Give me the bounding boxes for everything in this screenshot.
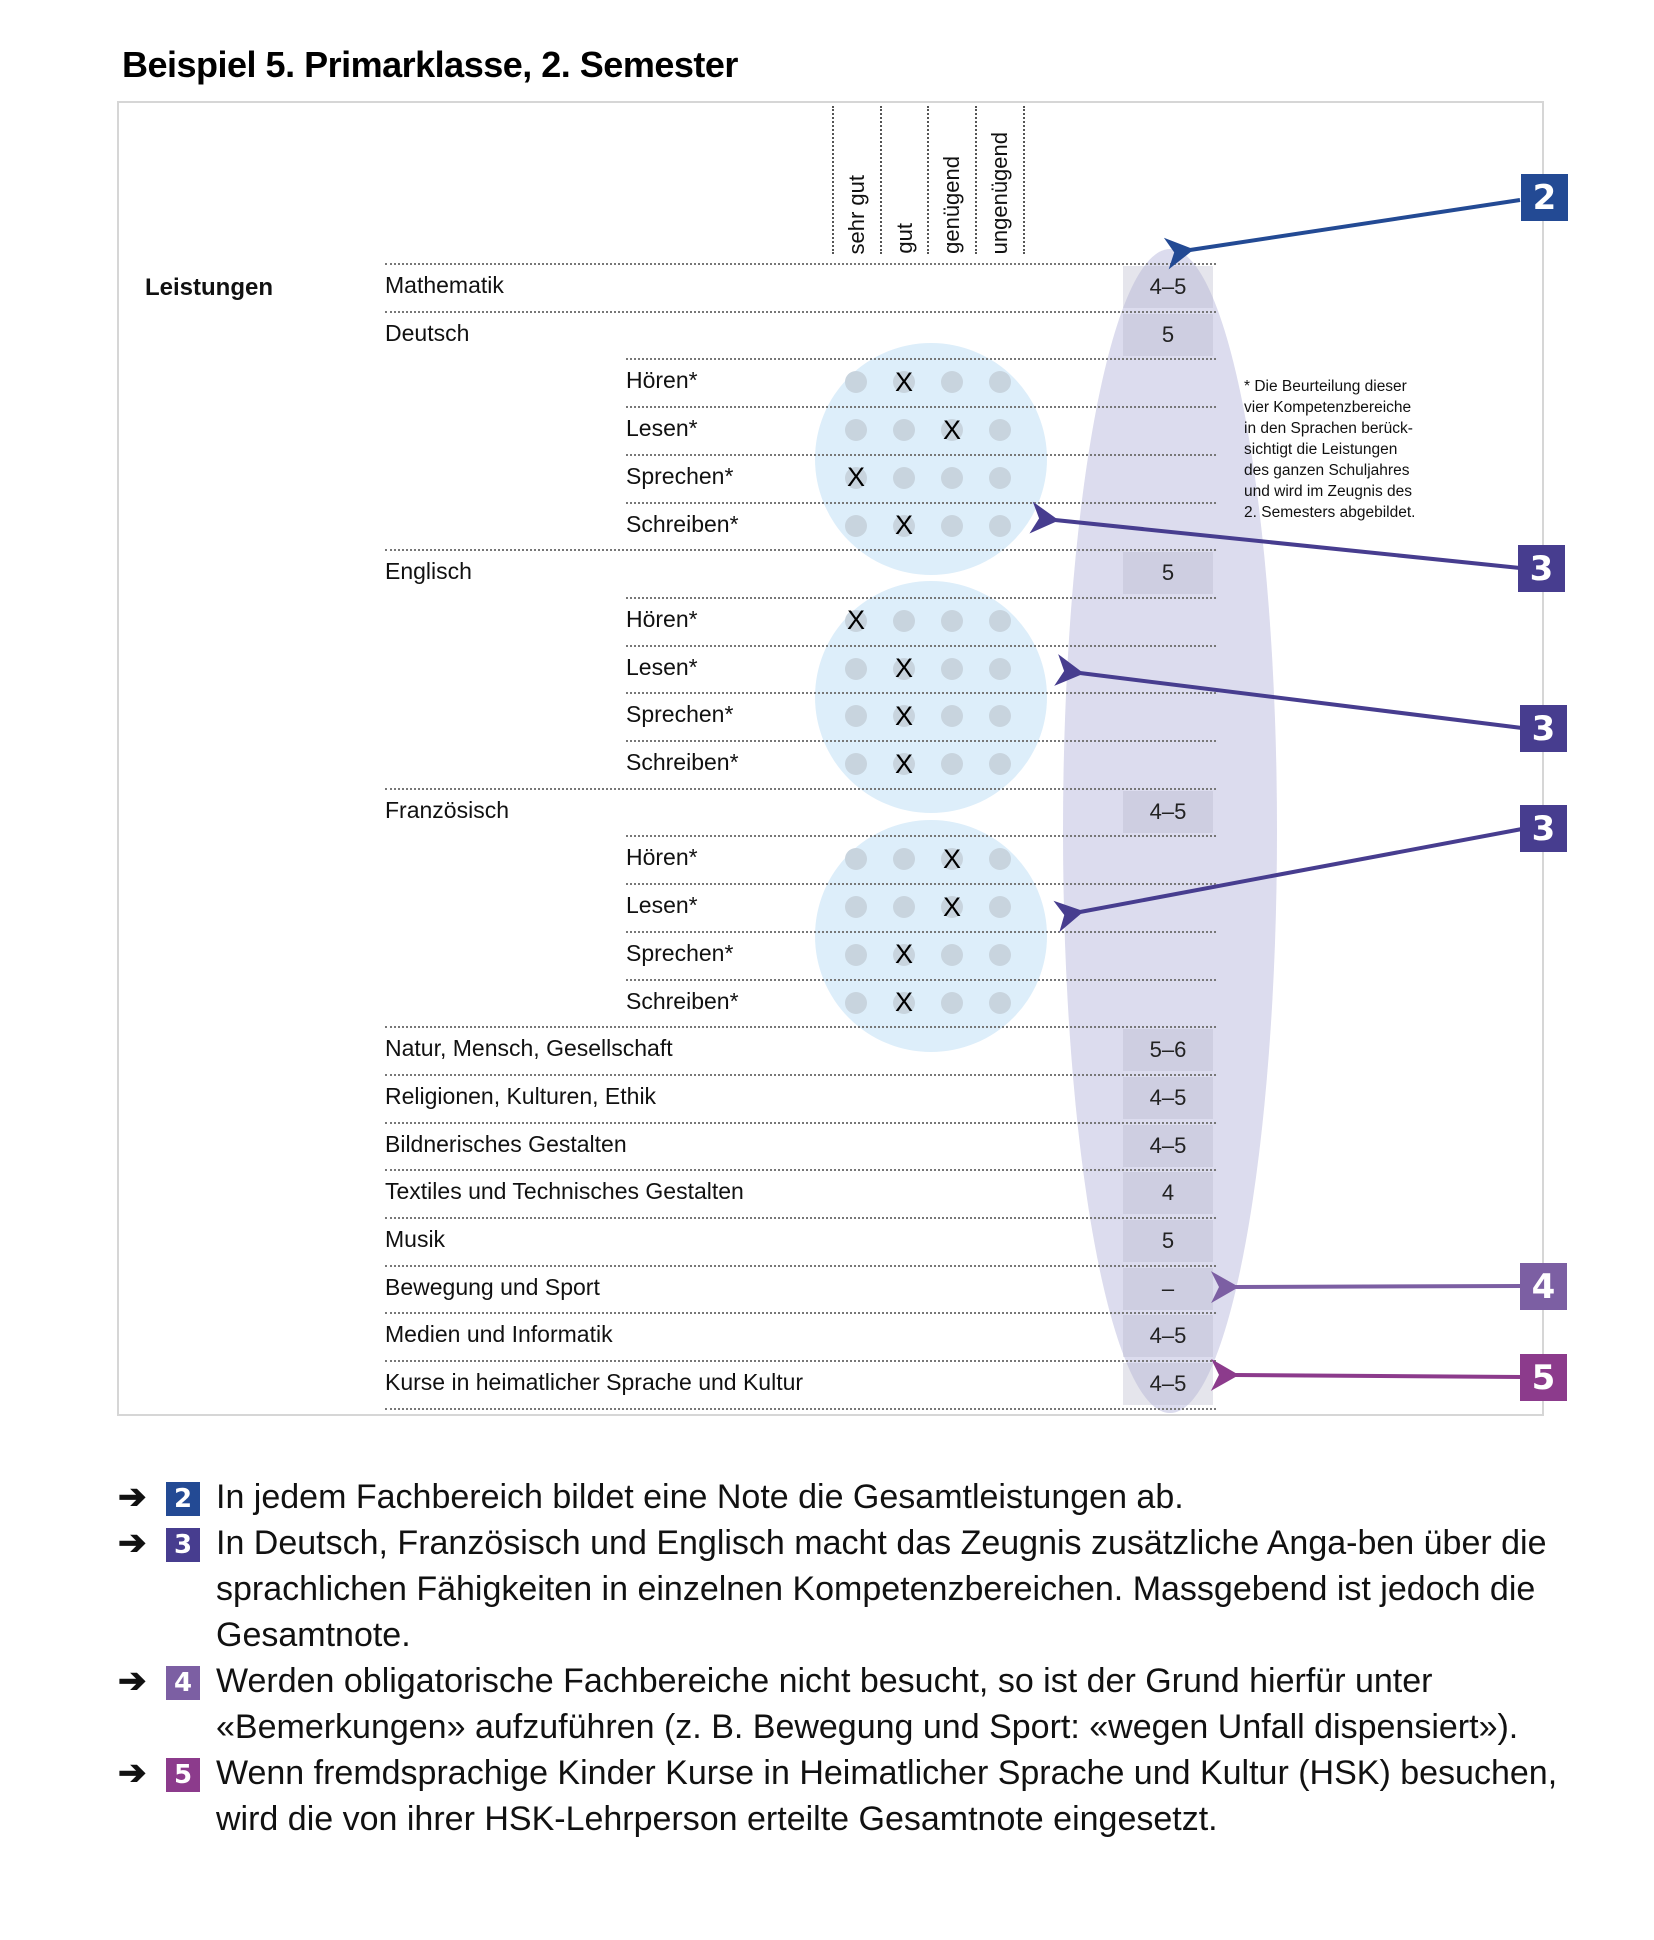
skill-name: Sprechen* bbox=[626, 939, 734, 966]
callout-badge-5: 5 bbox=[1520, 1354, 1567, 1401]
arrow-3-franzoesisch bbox=[1080, 829, 1522, 912]
footnote-line: 2. Semesters abgebildet. bbox=[1244, 504, 1416, 521]
subject-name: Französisch bbox=[385, 796, 509, 823]
legend-text: Wenn fremdsprachige Kinder Kurse in Heimatlicher Sprache und Kultur (HSK) besuchen, wird die von ihrer HSK-Lehrperson erteilte Gesamtnote eingesetzt. bbox=[216, 1754, 1558, 1838]
footnote-line: sichtigt die Leistungen bbox=[1244, 441, 1398, 458]
legend-text: Werden obligatorische Fachbereiche nicht besucht, so ist der Grund hierfür unter «Bemerkungen» aufzuführen (z. B. Bewegung und Sport: «wegen Unfall dispensiert»). bbox=[216, 1662, 1519, 1746]
footnote-line: in den Sprachen berück- bbox=[1244, 420, 1413, 437]
overall-grade: 4 bbox=[1123, 1172, 1213, 1214]
subject-name: Textiles und Technisches Gestalten bbox=[385, 1178, 744, 1205]
arrow-right-icon: ➔ bbox=[118, 1524, 147, 1562]
column-header-label: sehr gut bbox=[844, 174, 869, 254]
skill-name: Sprechen* bbox=[626, 462, 734, 489]
skill-name: Lesen* bbox=[626, 653, 698, 680]
subject-name: Religionen, Kulturen, Ethik bbox=[385, 1082, 657, 1109]
arrow-4 bbox=[1235, 1286, 1522, 1287]
section-label: Leistungen bbox=[145, 274, 274, 301]
subject-name: Natur, Mensch, Gesellschaft bbox=[385, 1035, 673, 1062]
rating-mark-x: X bbox=[894, 939, 913, 970]
overall-grade: – bbox=[1123, 1268, 1213, 1310]
arrow-3-englisch bbox=[1080, 673, 1522, 728]
rating-mark-x: X bbox=[894, 653, 913, 684]
rating-mark-x: X bbox=[942, 843, 961, 874]
rating-mark-x: X bbox=[894, 366, 913, 397]
skill-name: Lesen* bbox=[626, 415, 698, 442]
subject-name: Bildnerisches Gestalten bbox=[385, 1130, 627, 1157]
column-header-label: genügend bbox=[939, 156, 964, 254]
legend-badge: 3 bbox=[166, 1528, 200, 1562]
rating-mark-x: X bbox=[894, 748, 913, 779]
skill-name: Schreiben* bbox=[626, 510, 739, 537]
skill-name: Schreiben* bbox=[626, 987, 739, 1014]
legend-badge: 2 bbox=[166, 1482, 200, 1516]
column-header-label: gut bbox=[892, 223, 917, 254]
legend-item-3 bbox=[118, 1520, 1618, 1658]
legend-item-5 bbox=[118, 1750, 1618, 1842]
legend-badge: 4 bbox=[166, 1666, 200, 1700]
footnote-line: * Die Beurteilung dieser bbox=[1244, 378, 1407, 395]
rating-mark-x: X bbox=[894, 510, 913, 540]
skill-name: Lesen* bbox=[626, 892, 698, 919]
skill-name: Schreiben* bbox=[626, 749, 739, 775]
overall-grade: 4–5 bbox=[1123, 1125, 1213, 1167]
arrow-right-icon: ➔ bbox=[118, 1662, 147, 1700]
skill-name: Hören* bbox=[626, 605, 698, 632]
overall-grade: 4–5 bbox=[1123, 266, 1213, 308]
skill-name: Hören* bbox=[626, 844, 698, 871]
callout-badge-3: 3 bbox=[1518, 545, 1565, 592]
callout-badge-4: 4 bbox=[1520, 1263, 1567, 1310]
subject-name: Bewegung und Sport bbox=[385, 1273, 600, 1300]
skill-name: Sprechen* bbox=[626, 701, 734, 728]
footnote-line: und wird im Zeugnis des bbox=[1244, 483, 1412, 500]
rating-mark-x: X bbox=[846, 605, 865, 636]
callout-badge-3: 3 bbox=[1520, 805, 1567, 852]
subject-name: Mathematik bbox=[385, 272, 504, 298]
arrow-right-icon: ➔ bbox=[118, 1478, 147, 1516]
callout-badge-3: 3 bbox=[1520, 705, 1567, 752]
legend-item-2 bbox=[118, 1474, 1618, 1520]
overall-grade: 5–6 bbox=[1123, 1029, 1213, 1071]
arrow-5 bbox=[1235, 1375, 1522, 1377]
subject-name: Kurse in heimatlicher Sprache und Kultur bbox=[385, 1369, 804, 1396]
legend-text: In jedem Fachbereich bildet eine Note die Gesamtleistungen ab. bbox=[216, 1478, 1184, 1516]
rating-mark-x: X bbox=[846, 462, 865, 493]
overall-grade: 4–5 bbox=[1123, 1315, 1213, 1357]
rating-mark-x: X bbox=[942, 891, 961, 922]
legend-badge: 5 bbox=[166, 1758, 200, 1792]
overall-grade: 4–5 bbox=[1123, 1363, 1213, 1405]
legend-item-4 bbox=[118, 1658, 1618, 1750]
footnote-line: vier Kompetenzbereiche bbox=[1244, 399, 1412, 416]
callout-badge-2: 2 bbox=[1521, 174, 1568, 221]
overall-grade: 5 bbox=[1123, 314, 1213, 356]
legend bbox=[118, 1474, 1618, 1842]
rating-mark-x: X bbox=[894, 987, 913, 1017]
skill-name: Hören* bbox=[626, 367, 698, 394]
subject-name: Englisch bbox=[385, 558, 472, 585]
arrow-2 bbox=[1190, 200, 1520, 250]
arrow-3-deutsch bbox=[1055, 520, 1520, 568]
rating-mark-x: X bbox=[942, 414, 961, 445]
page-title: Beispiel 5. Primarklasse, 2. Semester bbox=[122, 44, 738, 85]
overall-grade: 4–5 bbox=[1123, 791, 1213, 833]
subject-name: Medien und Informatik bbox=[385, 1321, 613, 1348]
overall-grade: 4–5 bbox=[1123, 1077, 1213, 1119]
rating-mark-x: X bbox=[894, 700, 913, 731]
column-header-label: ungenügend bbox=[987, 131, 1012, 254]
legend-text: In Deutsch, Französisch und Englisch macht das Zeugnis zusätzliche Anga-ben über die sprachlichen Fähigkeiten in einzelnen Kompetenzbereichen. Massgebend ist jedoch die Gesamtnote. bbox=[216, 1524, 1547, 1654]
footnote-line: des ganzen Schuljahres bbox=[1244, 462, 1410, 479]
overall-grade: 5 bbox=[1123, 1220, 1213, 1262]
subject-name: Musik bbox=[385, 1226, 446, 1252]
arrow-right-icon: ➔ bbox=[118, 1754, 147, 1792]
overall-grade: 5 bbox=[1123, 552, 1213, 594]
subject-name: Deutsch bbox=[385, 319, 470, 346]
